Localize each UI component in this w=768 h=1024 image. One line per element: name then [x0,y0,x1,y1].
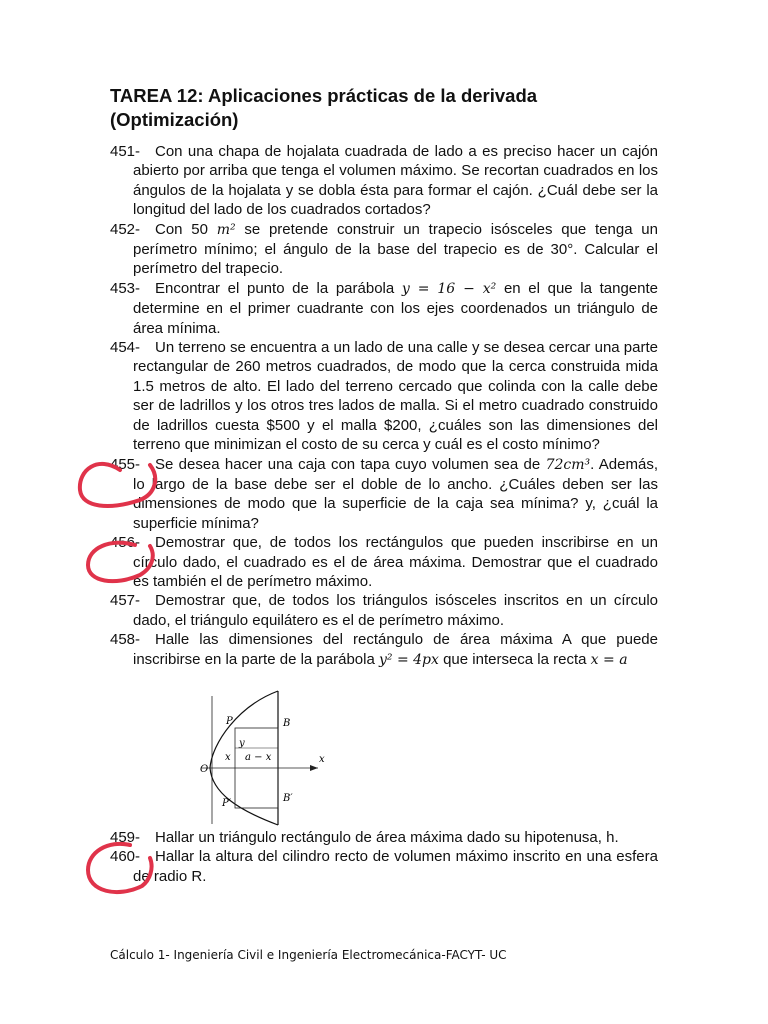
problem-text-part: Encontrar el punto de la parábola [155,279,402,297]
problem-text-part: Con 50 [155,220,217,238]
problem-text: Demostrar que, de todos los triángulos isósceles inscritos en un círculo dado, el triángulo equilátero es el de perímetro máximo. [133,592,658,629]
label-b-prime: B′ [283,793,293,804]
math-expression: m² [216,221,236,238]
problem-number: 454- [110,339,141,357]
math-expression: y² = 4px [378,651,439,668]
problem-number: 459- [110,828,141,846]
problem-text-part: Halle las dimensiones del rectángulo de área máxima A que puede inscribirse en la parte de la parábola [133,631,658,668]
problem-number: 455- [110,455,141,473]
problem-text [133,221,658,278]
problem-456 [110,533,658,591]
problem-text-part: que interseca la recta [438,650,591,668]
label-x: x [225,752,231,763]
problem-460 [110,847,658,886]
problem-number: 456- [110,534,141,552]
problem-text: Un terreno se encuentra a un lado de una calle y se desea cercar una parte rectangular de 260 metros cuadrados, de modo que la cerca construida mida 1.5 metros de alto. El lado del terreno cercado que colinda con la calle debe ser de ladrillos y los otros tres lados de malla. Si el metro cuadrado construido de ladrillos cuesta $500 y el malla $200, ¿cuáles son las dimensiones del terreno que minimizan el costo de su cerca y cuál es el costo mínimo? [133,339,658,454]
problem-text-part: Se desea hacer una caja con tapa cuyo volumen sea de [155,455,546,473]
problem-number: 451- [110,143,141,160]
problem-number: 460- [110,848,141,866]
problem-text [133,631,658,667]
problem-list [110,142,658,886]
problem-text-part: se pretende construir un trapecio isósceles que tenga un perímetro mínimo; el ángulo de la base del trapecio es de 30°. Calcular el perímetro del trapecio. [133,220,658,278]
problem-454 [110,338,658,454]
problem-451 [110,142,658,220]
parabola-figure [198,688,338,828]
page-title: TAREA 12: Aplicaciones prácticas de la derivada (Optimización) [110,85,538,130]
problem-458 [110,630,658,670]
problem-text: Hallar la altura del cilindro recto de volumen máximo inscrito en una esfera de radio R. [133,848,658,885]
problem-number: 458- [110,631,141,649]
problem-text-part: . Además, lo largo de la base debe ser el doble de lo ancho. ¿Cuáles deben ser las dimensiones de modo que la superficie de la caja sea mínima? y, ¿cuál la superficie mínima? [133,455,658,532]
page-footer: Cálculo 1- Ingeniería Civil e Ingeniería Electromecánica-FACYT- UC [110,948,507,962]
problem-number: 452- [110,220,141,238]
figure-spacer [110,670,658,828]
problem-text: Con una chapa de hojalata cuadrada de lado a es preciso hacer un cajón abierto por arriba que tenga el volumen máximo. Se recortan cuadrados en los ángulos de la hojalata y se dobla ésta para formar el cajón. ¿Cuál debe ser la longitud del lado de los cuadrados cortados? [133,143,658,219]
problem-text [133,280,658,337]
problem-text: Demostrar que, de todos los rectángulos que pueden inscribirse en un círculo dado, el cuadrado es el de área máxima. Demostrar que el cuadrado es también el de perímetro máximo. [133,534,658,590]
problem-text [133,456,658,532]
math-expression: x = a [590,651,628,668]
math-expression: 72cm³ [545,456,591,473]
math-expression: y = 16 − x² [401,280,497,297]
label-p: P [226,716,233,727]
problem-text-part: en el que la tangente determine en el primer cuadrante con los ejes coordenados un triángulo de área mínima. [133,279,658,337]
label-y: y [239,738,245,749]
problem-text: Hallar un triángulo rectángulo de área máxima dado su hipotenusa, h. [155,828,619,846]
problem-455 [110,455,658,534]
label-x-axis: x [319,754,325,765]
problem-453 [110,279,658,338]
label-origin: O [200,764,209,775]
label-p-prime: P′ [222,798,231,809]
problem-452 [110,220,658,279]
problem-459 [110,828,658,847]
label-a-minus-x: a − x [245,752,272,763]
problem-457 [110,591,658,630]
x-axis-arrow [310,765,318,771]
problem-number: 453- [110,279,141,297]
label-b: B [283,718,291,729]
problem-number: 457- [110,592,141,610]
